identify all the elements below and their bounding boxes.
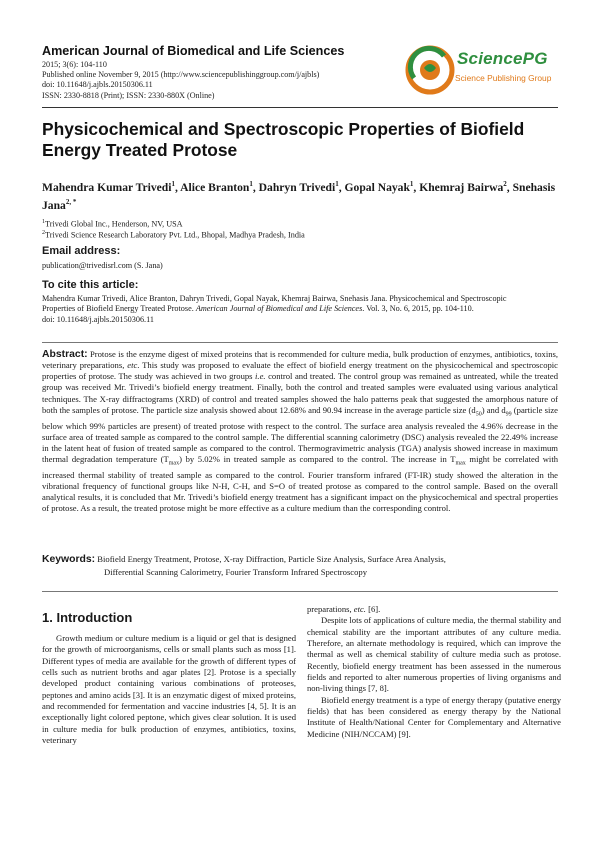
citation-text: Properties of Biofield Energy Treated Protose. [42, 304, 196, 314]
body-paragraph: Despite lots of applications of culture media, the thermal stability and chemical stability are the important attributes of any culture media. Therefore, an alternate methodology is required, which can improve the thermal as well as chemical stability of culture media such as protose. Recently, biofield energy treatment has been assessed in the numerous fields and reported to alter numerous properties of living organisms and non-living things [7, 8]. [307, 615, 561, 694]
abstract-etc: etc [127, 360, 138, 371]
subscript: 99 [505, 411, 512, 418]
author-name: Alice Branton [180, 180, 250, 194]
body-text: preparations, [307, 604, 354, 614]
keywords-label: Keywords: [42, 554, 96, 565]
journal-published-online[interactable]: Published online November 9, 2015 (http://www.sciencepublishinggroup.com/j/ajbls) [42, 70, 320, 80]
journal-issn: ISSN: 2330-8818 (Print); ISSN: 2330-880X (Online) [42, 90, 215, 100]
journal-doi[interactable]: doi: 10.11648/j.ajbls.20150306.11 [42, 80, 153, 90]
abstract-divider [42, 342, 558, 343]
abstract-text: might be correlated with increased thermal stability of treated sample as compared to the control. Fourier transform infrared (FT-IR) study showed the alteration in the vibrational frequency of functional groups like N-H, C-H, and S=O of treated protose as compared to the control sample. Based on the overall analytical results, it is concluded that Mr. Trivedi’s biofield energy treatment has a significant impact on the physicochemical and spectral properties of protose. As a result, the treated protose might be more effective as a culture medium than the corresponding control. [42, 454, 558, 514]
cite-heading: To cite this article: [42, 279, 139, 291]
keywords-text: Differential Scanning Calorimetry, Fourier Transform Infrared Spectroscopy [104, 567, 367, 577]
affiliation-2 [42, 228, 562, 241]
abstract-text: . This study was proposed to evaluate the effect of biofield energy treatment on the physicochemical and spectroscopic properties of protose. The study was achieved in two groups [42, 360, 558, 382]
author-affiliation-mark: 2 [503, 180, 507, 188]
header-divider [42, 107, 558, 108]
email-address[interactable]: publication@trivedisrl.com (S. Jana) [42, 261, 163, 270]
citation-text: . Vol. 3, No. 6, 2015, pp. 104-110. [362, 304, 474, 314]
affiliation-text: Trivedi Global Inc., Henderson, NV, USA [45, 219, 183, 229]
abstract [42, 349, 558, 515]
keywords-line [42, 553, 558, 566]
abstract-text: control and treated. The control group was remained as untreated, while the treated group was received Mr. Trivedi’s biofield energy treatment. Finally, both the control and treated samples were evaluated using various analytical techniques. The X-ray diffractograms (XRD) of control and treated samples showed the halo patterns peak that suggested the amorphous nature of both the samples of protose. The particle size analysis showed about 12.68% and 90.94 increase in the average particle size (d [42, 371, 558, 415]
keywords-text: Biofield Energy Treatment, Protose, X-ray Diffraction, Particle Size Analysis, Surface Area Analysis, [95, 554, 446, 564]
email-heading: Email address: [42, 245, 121, 257]
sciencepg-logo [404, 44, 564, 98]
journal-title: American Journal of Biomedical and Life Sciences [42, 44, 345, 58]
author-name: Dahryn Trivedi [258, 180, 336, 194]
citation-line: Mahendra Kumar Trivedi, Alice Branton, Dahryn Trivedi, Gopal Nayak, Khemraj Bairwa, Snehasis Jana. Physicochemical and Spectroscopic [42, 294, 507, 303]
author-affiliation-mark: 1 [249, 180, 253, 188]
body-paragraph: Biofield energy treatment is a type of energy therapy (putative energy fields) that has been considered as energy therapy by the National Institute of Health/National Center for Complementary and Alternative Medicine (NIH/NCCAM) [9]. [307, 694, 561, 739]
body-paragraph [307, 604, 561, 615]
citation-line [42, 304, 560, 314]
body-text: [6]. [365, 604, 381, 614]
logo-name: SciencePG [457, 49, 548, 68]
author-affiliation-mark: 1 [171, 180, 175, 188]
citation-doi[interactable]: doi: 10.11648/j.ajbls.20150306.11 [42, 314, 154, 324]
author-name: Mahendra Kumar Trivedi [42, 180, 172, 194]
subscript: 50 [475, 411, 482, 418]
abstract-text: ) by 5.02% in treated sample as compared to the control. The increase in T [179, 454, 456, 465]
logo-subtitle: Science Publishing Group [455, 73, 552, 83]
author-name: Khemraj Bairwa [419, 180, 504, 194]
author-name: Snehasis Jana [42, 180, 556, 212]
body-divider [42, 591, 558, 592]
abstract-ie: i.e. [255, 371, 266, 382]
abstract-text: Protose is the enzyme digest of mixed proteins that is recommended for culture media, bulk production of enzymes, antibiotics, toxins, veterinary preparations, [42, 349, 558, 371]
sciencepg-emblem-icon [404, 44, 456, 96]
author-list: Mahendra Kumar Trivedi$^1$, Alice Branton$^1$, Dahryn Trivedi$^1$, Gopal Nayak$^1$, Khemraj Bairwa$^2$, Snehasis Jana$^{2, *}$ [42, 180, 556, 212]
affiliation-mark: 2 [42, 230, 45, 236]
journal-meta [42, 60, 382, 101]
section-heading-introduction: 1. Introduction [42, 610, 133, 625]
abstract-label: Abstract: [42, 349, 88, 360]
abstract-text: (particle size below which 99% particles are present) of treated protose with respect to the control. The surface area analysis revealed the 4.96% decrease in the surface area of treated sample as compared to the control sample. The differential scanning calorimetry (DSC) analysis revealed the 22.49% increase in the latent heat of fusion of treated sample as compared to the control. Thermogravimetric analysis (TGA) analysis showed increase in maximum thermal degradation temperature (T [42, 404, 558, 465]
author-name: Gopal Nayak [344, 180, 410, 194]
author-affiliation-mark: 1 [335, 180, 339, 188]
citation-block [42, 294, 560, 325]
column-left [42, 633, 296, 746]
paper-title: Physicochemical and Spectroscopic Properties of Biofield Energy Treated Protose [42, 119, 525, 160]
subscript: max [168, 460, 180, 467]
abstract-text: ) and d [481, 404, 506, 415]
affiliation-text: Trivedi Science Research Laboratory Pvt. Ltd., Bhopal, Madhya Pradesh, India [45, 230, 305, 240]
author-affiliation-mark: 1 [409, 180, 414, 188]
citation-journal: American Journal of Biomedical and Life Sciences [195, 304, 363, 314]
column-right [307, 604, 561, 740]
affiliation-mark: 1 [42, 219, 45, 225]
keywords [42, 553, 558, 578]
author-affiliation-mark: 2, * [65, 197, 77, 206]
body-paragraph: Growth medium or culture medium is a liquid or gel that is designed for the growth of microorganisms, cells or small plants such as moss [1]. Different types of media are available for the growth of different types of cells such as nutrient broths and agar plates [2]. Protose is a specially developed product containing various combinations of proteoses, peptones and amino acids [3]. It is an enzymatic digest of mixed proteins, and recommended for fermentation and vaccine industries [4, 5]. It is an exceptionally light colored peptone, which gives clear solution. It is used in culture media for bulk production of enzymes, antibiotics, toxins, veterinary [42, 633, 296, 746]
journal-issue: 2015; 3(6): 104-110 [42, 60, 107, 69]
body-etc: etc. [353, 604, 366, 614]
subscript: max [455, 460, 466, 467]
